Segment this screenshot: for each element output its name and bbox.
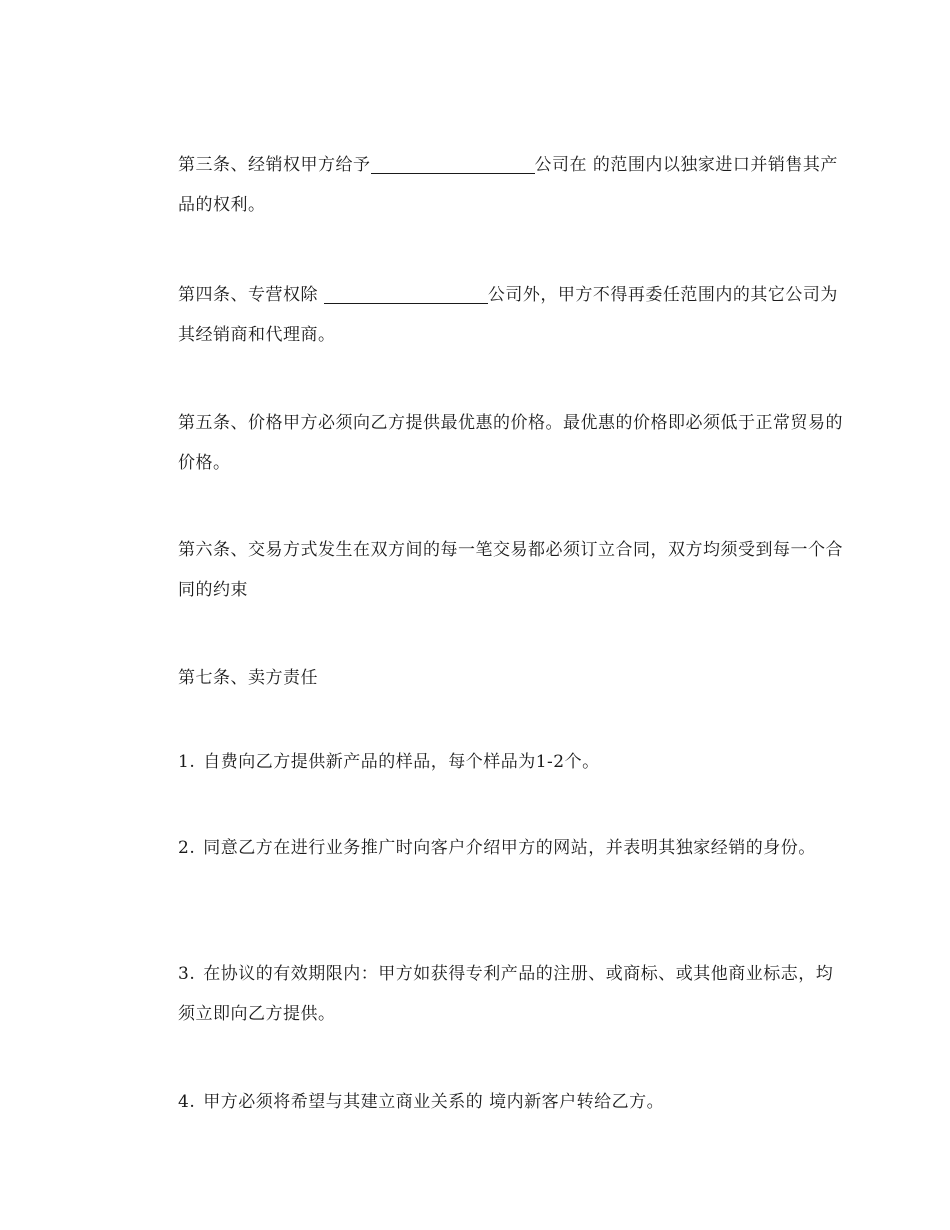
article-3-text-start: 第三条、经销权甲方给予 (178, 155, 371, 175)
list-item-2 (140, 828, 848, 868)
list-item-number: 1. (178, 752, 196, 772)
article-7-title (140, 658, 848, 698)
article-3 (140, 145, 848, 225)
list-item-number: 4. (178, 1092, 196, 1112)
article-4-text-end: 公司外，甲方不得再委任范围内的其它公司为其经销商和代理商。 (178, 285, 838, 345)
list-item-text: 自费向乙方提供新产品的样品，每个样品为1-2个。 (203, 752, 600, 772)
list-item-1 (140, 742, 848, 782)
list-item-text: 同意乙方在进行业务推广时向客户介绍甲方的网站，并表明其独家经销的身份。 (203, 838, 816, 858)
article-6-text: 第六条、交易方式发生在双方间的每一笔交易都必须订立合同，双方均须受到每一个合同的约束 (178, 540, 843, 600)
blank-line (371, 153, 535, 174)
article-7-title-text: 第七条、卖方责任 (178, 668, 318, 688)
article-6 (140, 530, 848, 610)
blank-line (324, 283, 488, 304)
list-item-number: 2. (178, 838, 196, 858)
article-5-text: 第五条、价格甲方必须向乙方提供最优惠的价格。最优惠的价格即必须低于正常贸易的价格。 (178, 413, 843, 473)
article-3-text-end: 公司在 的范围内以独家进口并销售其产品的权利。 (178, 155, 838, 215)
list-item-3 (140, 954, 848, 1034)
article-4-text-start: 第四条、专营权除 (178, 285, 324, 305)
list-item-text: 甲方必须将希望与其建立商业关系的 境内新客户转给乙方。 (203, 1092, 665, 1112)
article-5 (140, 403, 848, 483)
article-4 (140, 275, 848, 355)
list-item-number: 3. (178, 964, 196, 984)
list-item-text: 在协议的有效期限内：甲方如获得专利产品的注册、或商标、或其他商业标志，均须立即向乙方提供。 (178, 964, 834, 1024)
list-item-4 (140, 1082, 848, 1122)
